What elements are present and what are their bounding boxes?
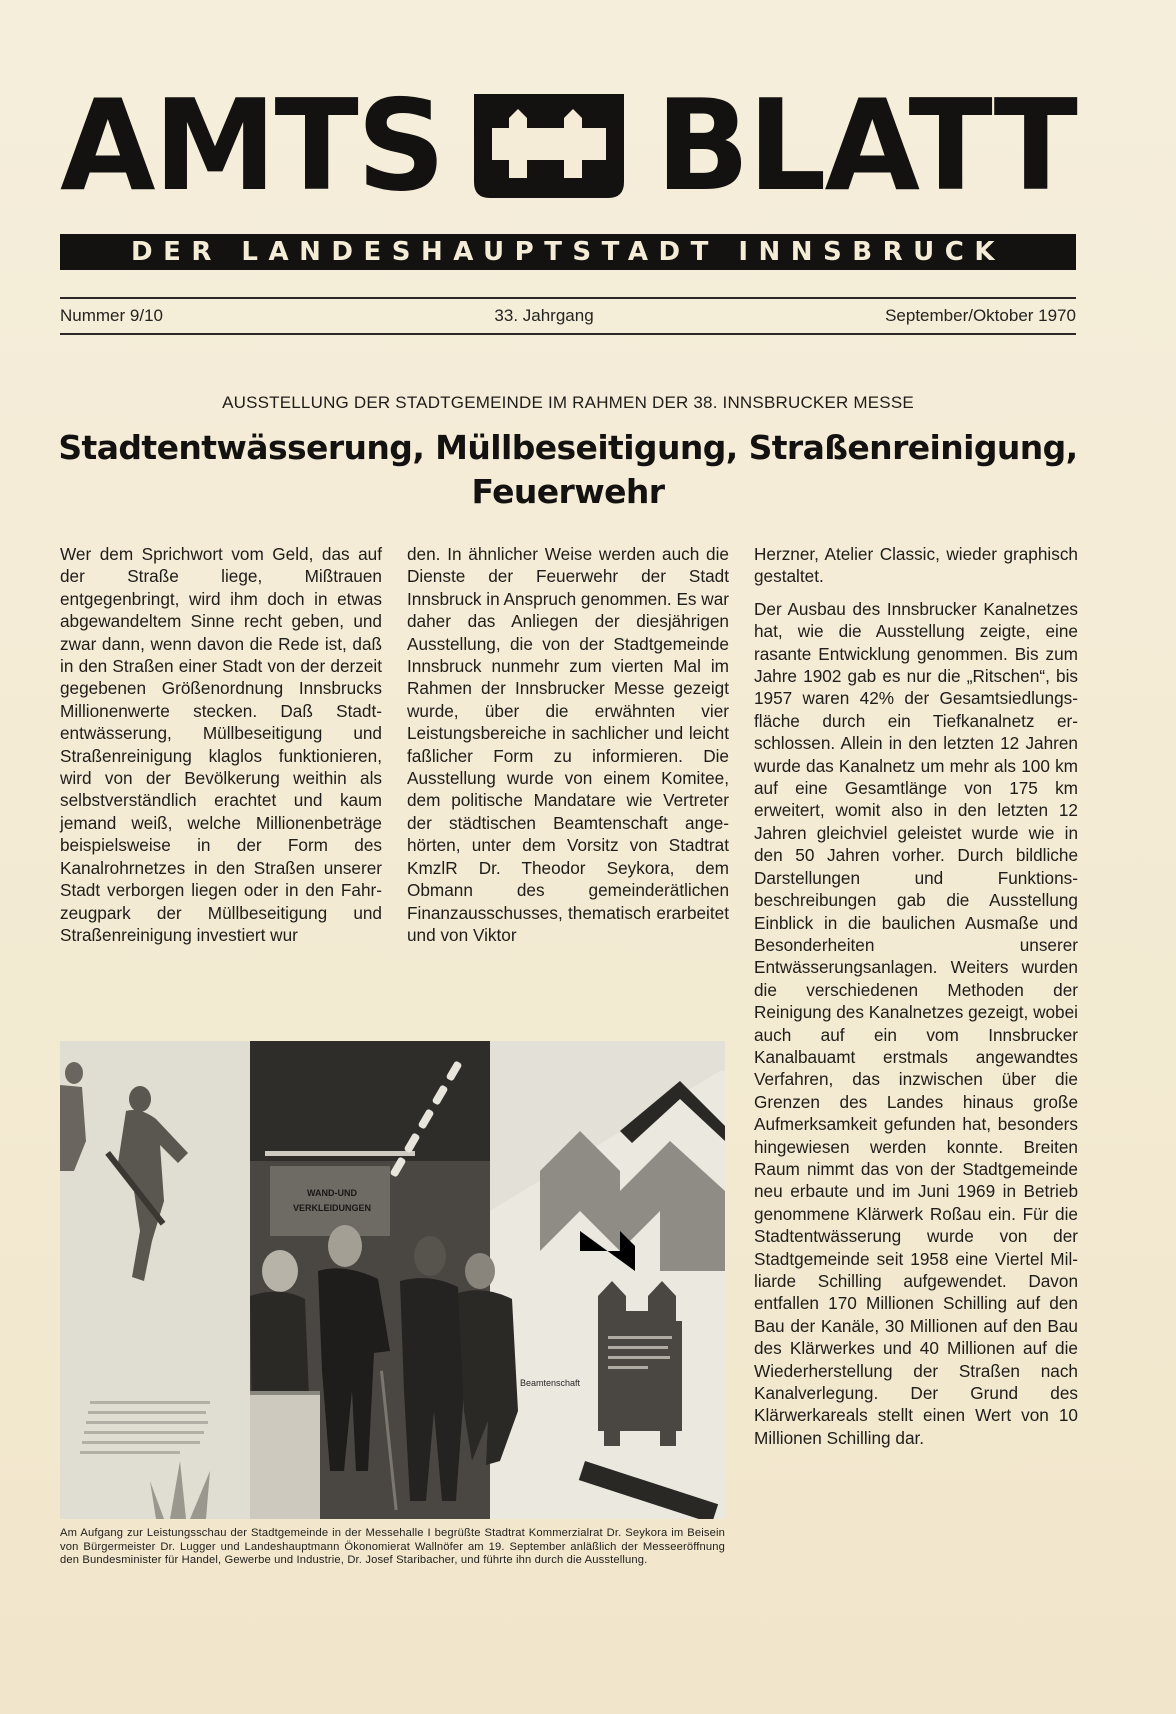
article-column-3 bbox=[754, 543, 1078, 1449]
firefighter-panel bbox=[60, 1041, 260, 1519]
masthead-title-right: BLATT bbox=[655, 72, 1076, 219]
masthead-title-left: AMTS bbox=[60, 72, 444, 219]
photo-caption: Am Aufgang zur Leistungsschau der Stadtgemeinde in der Messehalle I begrüßte Stadtrat Kommerzialrat Dr. Seykora im Beisein von Bürgermeister Dr. Lugger und Landeshauptmann Ökonomierat Wallnöfer am 19. September anläßlich der Messeeröffnung den Bundesminister für Handel, Gewerbe und Industrie, Dr. Josef Staribacher, und führte ihn durch die Ausstellung. bbox=[60, 1527, 725, 1567]
column-3-paragraph-1: Herzner, Atelier Classic, wieder graphisch gestaltet. bbox=[754, 544, 1078, 587]
masthead bbox=[60, 72, 1076, 219]
headline-line-1: Stadtentwässerung, Müllbeseitigung, Straßenreinigung, bbox=[58, 428, 1078, 467]
column-3-paragraph-2: Der Ausbau des Innsbrucker Kanalnetzes hat, wie die Ausstellung zeigte, eine rasante Entwicklung genommen. Bis zum Jahre 1902 gab es nur die „Ritschen“, bis 1957 waren 42% der Gesamtsiedlungsfläche durch ein Tiefkanalnetz erschlossen. Allein in den letzten 12 Jahren wurde das Kanalnetz um mehr als 100 km auf eine Gesamtlänge von 175 km erweitert, womit also in den letzten 12 Jahren gleichviel geleistet wurde wie in den 50 Jahren vorher. Durch bildliche Darstellungen und Funktionsbeschreibungen gab die Ausstellung Einblick in die baulichen Ausmaße und Besonderheiten unserer Entwässerungsanlagen. Weiters wurden die verschiedenen Methoden der Reinigung des Kanalnetzes gezeigt, wobei auch auf ein vom Innsbrucker Kanalbauamt erstmals angewandtes Verfahren, das inzwischen über die Grenzen des Landes hinaus große Aufmerksamkeit gefunden hat, besonders hingewiesen werden konnte. Breiten Raum nimmt das von der Stadtgemeinde neu erbaute und im Juni 1969 in Betrieb genommene Klärwerk Roßau ein. Für die Stadtentwässerung wurde von der Stadtgemeinde seit 1958 eine Viertel Milliarde Schilling aufgewendet. Davon entfallen 170 Millionen Schilling auf den Bau der Kanäle, 30 Millionen auf den Bau des Klärwerkes und 40 Millionen auf die Wiederherstellung der Straßen nach Kanalverlegung. Der Grund des Klärwerkareals stellt einen Wert von 10 Millionen Schilling dar. bbox=[754, 598, 1078, 1448]
sign-text-line2: VERKLEIDUNGEN bbox=[292, 1203, 372, 1213]
article-column-1 bbox=[60, 543, 382, 946]
column-2-text: den. In ähnlicher Weise werden auch die Dienste der Feuerwehr der Stadt Innsbruck in Anspruch genommen. Es war daher das Anliegen der diesjährigen Ausstellung, die von der Stadtgemeinde Innsbruck nunmehr zum vierten Mal im Rahmen der Innsbrucker Messe gezeigt wurde, über die erwähnten vier Leistungsbereiche in sachlicher und leicht faßlicher Form zu informieren. Die Ausstellung wurde von einem Komitee, dem politische Mandatare wie Vertreter der städtischen Beamtenschaft angehörten, unter dem Vorsitz von Stadtrat KmzlR Dr. Theodor Seykora, dem Obmann des gemeinderätlichen Finanzausschusses, thematisch erarbeitet und von Viktor bbox=[407, 544, 729, 945]
exhibition-photo-illustration bbox=[60, 1041, 725, 1519]
article-kicker: AUSSTELLUNG DER STADTGEMEINDE IM RAHMEN DER 38. INNSBRUCKER MESSE bbox=[222, 393, 914, 412]
article-column-2 bbox=[407, 543, 729, 946]
railing-panel bbox=[250, 1391, 320, 1519]
masthead-subtitle-text: DER LANDESHAUPTSTADT INNSBRUCK bbox=[131, 237, 1005, 267]
exhibition-photo bbox=[60, 1041, 725, 1519]
headline-line-2: Feuerwehr bbox=[471, 472, 665, 511]
issue-date: September/Oktober 1970 bbox=[885, 306, 1076, 325]
column-1-text: Wer dem Sprichwort vom Geld, das auf der Straße liege, Mißtrauen entgegenbringt, wird ihm doch in etwas abgewandeltem Sinne recht geben, und zwar dann, wenn davon die Rede ist, daß in den Straßen einer Stadt von der derzeit gegebenen Größenordnung Innsbrucks Millionenwerte stecken. Daß Stadtentwässerung, Müllbeseitigung und Straßenreinigung klaglos funktionieren, wird von der Bevölkerung weithin als selbstverständlich erachtet und kaum jemand weiß, welche Millionenbeträge beispielsweise in der Form des Kanalrohrnetzes in den Straßen unserer Stadt verborgen liegen oder in den Fahrzeugpark der Müllbeseitigung und Straßenreinigung investiert wur bbox=[60, 544, 382, 945]
masthead-subtitle bbox=[60, 234, 1076, 270]
issue-volume: 33. Jahrgang bbox=[494, 306, 594, 325]
sign-text-line1: WAND-UND bbox=[307, 1188, 357, 1198]
wall-text-beamtenschaft: Beamtenschaft bbox=[519, 1378, 580, 1388]
issue-number: Nummer 9/10 bbox=[60, 306, 163, 325]
article-headline bbox=[40, 426, 1096, 514]
issue-info-bar bbox=[60, 297, 1076, 335]
sign-board bbox=[270, 1166, 390, 1236]
innsbruck-coat-of-arms-icon bbox=[474, 94, 624, 198]
